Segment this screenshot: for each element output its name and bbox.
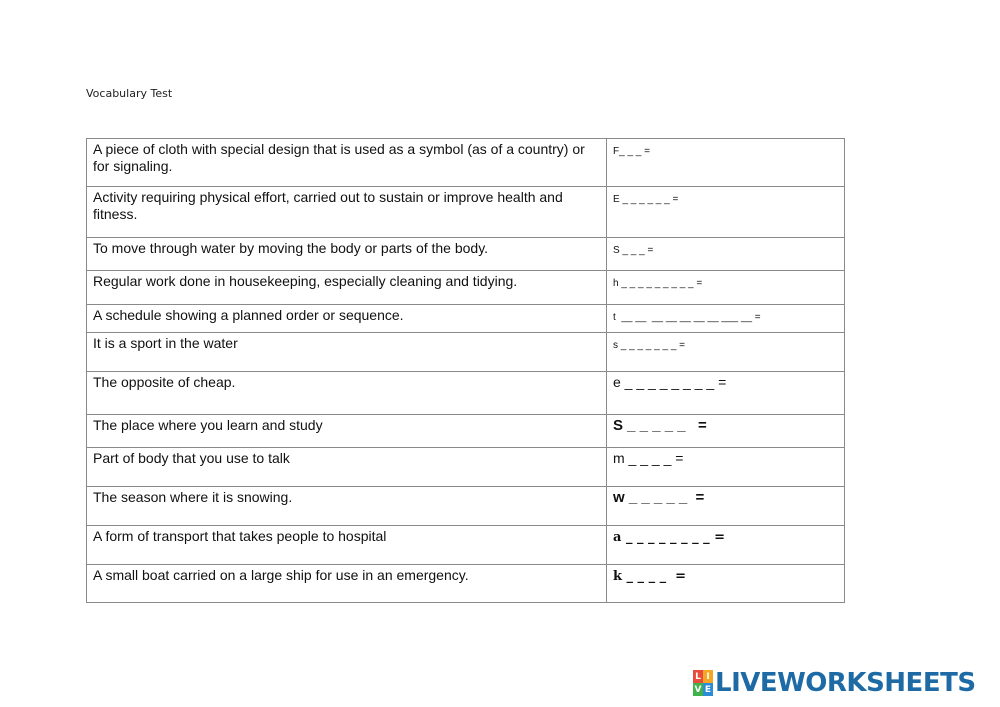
word-hint: F_ _ _ =: [613, 146, 650, 157]
word-hint: E _ _ _ _ _ _ =: [613, 194, 679, 205]
word-hint: e _ _ _ _ _ _ _ _ =: [613, 374, 727, 390]
definition-cell: A schedule showing a planned order or sequence.: [87, 305, 607, 333]
vocabulary-table: [86, 138, 845, 603]
definition-cell: Part of body that you use to talk: [87, 448, 607, 487]
answer-cell[interactable]: [607, 448, 845, 487]
word-hint: a _ _ _ _ _ _ _ _ =: [613, 530, 726, 545]
word-hint: S _ _ _ _ _ =: [613, 417, 707, 434]
logo-badge-letter: V: [694, 684, 702, 695]
definition-cell: To move through water by moving the body or parts of the body.: [87, 238, 607, 271]
table-row: [87, 333, 845, 372]
definition-cell: It is a sport in the water: [87, 333, 607, 372]
answer-cell[interactable]: [607, 187, 845, 238]
definition-cell: Activity requiring physical effort, carried out to sustain or improve health and fitness.: [87, 187, 607, 238]
logo-badge-letter: L: [693, 670, 703, 683]
definition-cell: The place where you learn and study: [87, 415, 607, 448]
answer-cell[interactable]: [607, 565, 845, 603]
table-row: [87, 238, 845, 271]
word-hint: t __ __ __ __ __ __ __ ___ __ =: [613, 312, 761, 323]
answer-cell[interactable]: [607, 238, 845, 271]
table-row: [87, 271, 845, 305]
answer-cell[interactable]: [607, 139, 845, 187]
definition-cell: Regular work done in housekeeping, especially cleaning and tidying.: [87, 271, 607, 305]
answer-cell[interactable]: [607, 305, 845, 333]
table-row: [87, 139, 845, 187]
word-hint: s _ _ _ _ _ _ _ =: [613, 340, 685, 351]
definition-cell: The season where it is snowing.: [87, 487, 607, 526]
answer-cell[interactable]: [607, 372, 845, 415]
word-hint: k _ _ _ _ =: [613, 569, 687, 584]
logo-badge-letter: I: [703, 670, 713, 683]
logo-badge-letter: E: [704, 684, 712, 695]
logo-badge-icon: [693, 670, 713, 696]
logo-wordmark: LIVEWORKSHEETS: [715, 668, 976, 698]
word-hint: h _ _ _ _ _ _ _ _ _ =: [613, 278, 703, 289]
answer-cell[interactable]: [607, 487, 845, 526]
table-row: [87, 305, 845, 333]
table-row: [87, 372, 845, 415]
definition-cell: A small boat carried on a large ship for use in an emergency.: [87, 565, 607, 603]
table-row: [87, 448, 845, 487]
word-hint: S _ _ _ =: [613, 245, 654, 256]
table-row: [87, 526, 845, 565]
liveworksheets-logo[interactable]: [693, 669, 976, 697]
answer-cell[interactable]: [607, 333, 845, 372]
word-hint: m _ _ _ _ =: [613, 450, 684, 466]
table-row: [87, 487, 845, 526]
answer-cell[interactable]: [607, 415, 845, 448]
table-row: [87, 415, 845, 448]
definition-cell: A piece of cloth with special design that is used as a symbol (as of a country) or for signaling.: [87, 139, 607, 187]
word-hint: w _ _ _ _ _ =: [613, 489, 705, 506]
definition-cell: A form of transport that takes people to hospital: [87, 526, 607, 565]
definition-cell: The opposite of cheap.: [87, 372, 607, 415]
answer-cell[interactable]: [607, 526, 845, 565]
table-row: [87, 565, 845, 603]
table-row: [87, 187, 845, 238]
answer-cell[interactable]: [607, 271, 845, 305]
page-title: Vocabulary Test: [86, 87, 173, 100]
